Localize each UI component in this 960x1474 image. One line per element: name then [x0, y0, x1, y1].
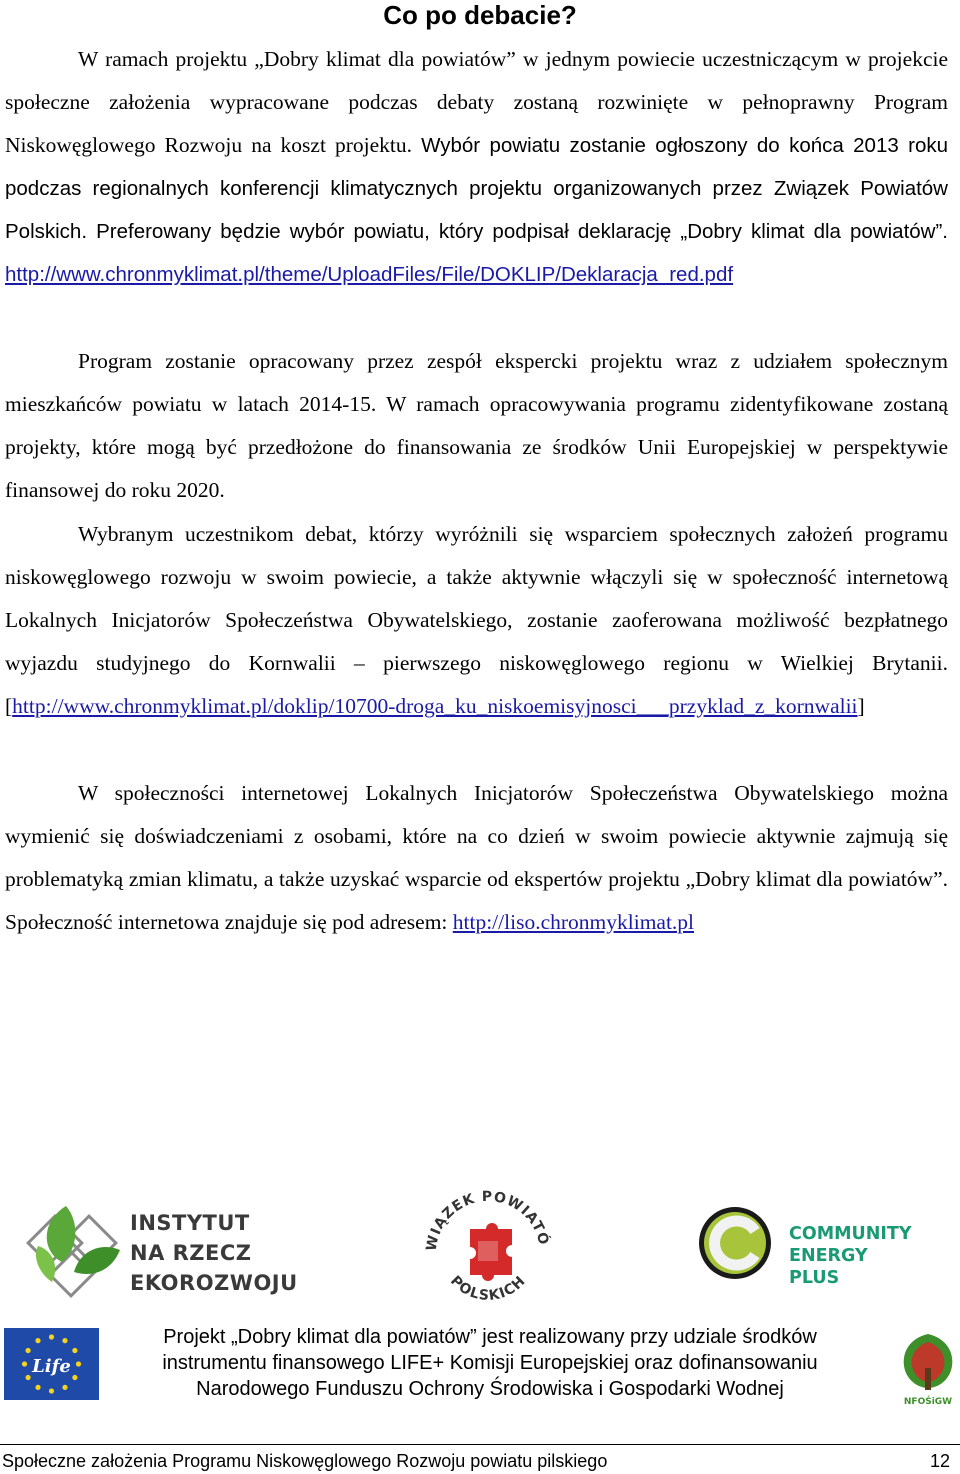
paragraph-1 — [5, 38, 948, 296]
cep-logo-text — [789, 1223, 923, 1289]
eu-star-icon — [49, 1334, 54, 1339]
cep-line-1: COMMUNITY — [789, 1224, 912, 1244]
eu-star-icon — [72, 1375, 77, 1380]
eu-life-logo — [4, 1328, 99, 1400]
cep-logo — [693, 1203, 923, 1288]
eu-star-icon — [62, 1385, 67, 1390]
paragraph-4-text: W społeczności internetowej Lokalnych Inicjatorów Społeczeństwa Obywatelskiego można wymienić się doświadczeniami z osobami, które na co dzień w swoim powiecie aktywnie zajmują się problematyką zmian klimatu, a także uzyskać wsparcie od ekspertów projektu „Dobry klimat dla powiatów”. Społeczność internetowa znajduje się pod adresem: — [5, 781, 948, 934]
section-heading: Co po debacie? — [383, 0, 577, 30]
ine-logo — [22, 1192, 307, 1304]
ine-line-1: INSTYTUT — [130, 1211, 250, 1235]
nfosigw-logo — [898, 1328, 958, 1408]
liso-link[interactable]: http://liso.chronmyklimat.pl — [452, 910, 695, 934]
life-text: Life — [32, 1356, 71, 1377]
funding-note — [100, 1324, 880, 1402]
eu-star-icon — [62, 1338, 67, 1343]
eu-flag-icon — [4, 1328, 99, 1400]
cep-c-icon — [693, 1203, 783, 1283]
eu-star-icon — [26, 1348, 31, 1353]
ine-line-2: NA RZECZ — [130, 1241, 252, 1265]
footer-title: Społeczne założenia Programu Niskowęglowego Rozwoju powiatu pilskiego — [2, 1451, 608, 1471]
ine-line-3: EKOROZWOJU — [130, 1271, 298, 1295]
eu-star-icon — [76, 1361, 81, 1366]
page-number: 12 — [929, 1451, 950, 1471]
kornwalia-link[interactable]: http://www.chronmyklimat.pl/doklip/10700-droga_ku_niskoemisyjnosci___przyklad_z_kornwalii — [12, 694, 858, 718]
footer-divider — [0, 1444, 960, 1445]
eu-star-icon — [72, 1348, 77, 1353]
nfosigw-text: NFOŚiGW — [903, 1397, 953, 1407]
cep-line-2: ENERGY PLUS — [789, 1246, 868, 1288]
eu-star-icon — [22, 1361, 27, 1366]
eu-star-icon — [35, 1338, 40, 1343]
paragraph-3-bracket: ] — [857, 694, 865, 718]
declaration-link[interactable]: http://www.chronmyklimat.pl/theme/UploadFiles/File/DOKLIP/Deklaracja_red.pdf — [5, 263, 734, 286]
paragraph-4 — [5, 772, 948, 944]
eu-star-icon — [35, 1385, 40, 1390]
zpp-arc-bottom-text: POLSKICH — [446, 1272, 530, 1305]
paragraph-2: Program zostanie opracowany przez zespół ekspercki projektu wraz z udziałem społecznym mieszkańców powiatu w latach 2014-15. W ramach opracowywania programu zidentyfikowane zostaną projekty, które mogą być przedłożone do finansowania ze środków Unii Europejskiej w perspektywie finansowej do roku 2020. — [5, 349, 948, 502]
funding-line-1: Projekt „Dobry klimat dla powiatów” jest realizowany przy udziale środków — [163, 1326, 817, 1348]
paragraph-1-text-b: Wybór powiatu zostanie ogłoszony do końca 2013 roku podczas regionalnych konferencji klimatycznych projektu organizowanych przez Związek Powiatów Polskich. Preferowany będzie wybór powiatu, który podpisał deklarację „Dobry klimat dla powiatów”. — [5, 134, 949, 243]
zpp-arc-top-text: WIĄZEK POWIATÓ — [423, 1188, 552, 1253]
ine-leaf-icon — [22, 1192, 127, 1304]
zpp-logo — [418, 1183, 558, 1313]
ine-logo-text — [130, 1208, 298, 1298]
eu-star-icon — [26, 1375, 31, 1380]
funding-line-2: instrumentu finansowego LIFE+ Komisji Europejskiej oraz dofinansowaniu — [162, 1352, 818, 1374]
nfosigw-tree-icon — [898, 1328, 958, 1408]
paragraph-3 — [5, 513, 948, 728]
paragraph-3-text: Wybranym uczestnikom debat, którzy wyróżnili się wsparciem społecznych założeń programu niskowęglowego rozwoju w swoim powiecie, a także aktywnie włączyli się w społeczność internetową Lokalnych Inicjatorów Społeczeństwa Obywatelskiego, zostanie zaoferowana możliwość bezpłatnego wyjazdu studyjnego do Kornwalii – pierwszego niskowęglowego regionu w Wielkiej Brytanii. [ — [5, 522, 948, 718]
eu-star-icon — [49, 1388, 54, 1393]
funding-line-3: Narodowego Funduszu Ochrony Środowiska i Gospodarki Wodnej — [196, 1378, 784, 1400]
zpp-puzzle-icon — [418, 1183, 558, 1313]
paragraph-1-text-a: W ramach projektu „Dobry klimat dla powiatów” w jednym powiecie uczestniczącym w projekcie społeczne założenia wypracowane podczas debaty zostaną rozwinięte w pełnoprawny Program Niskowęglowego Rozwoju na koszt projektu. — [5, 47, 948, 157]
